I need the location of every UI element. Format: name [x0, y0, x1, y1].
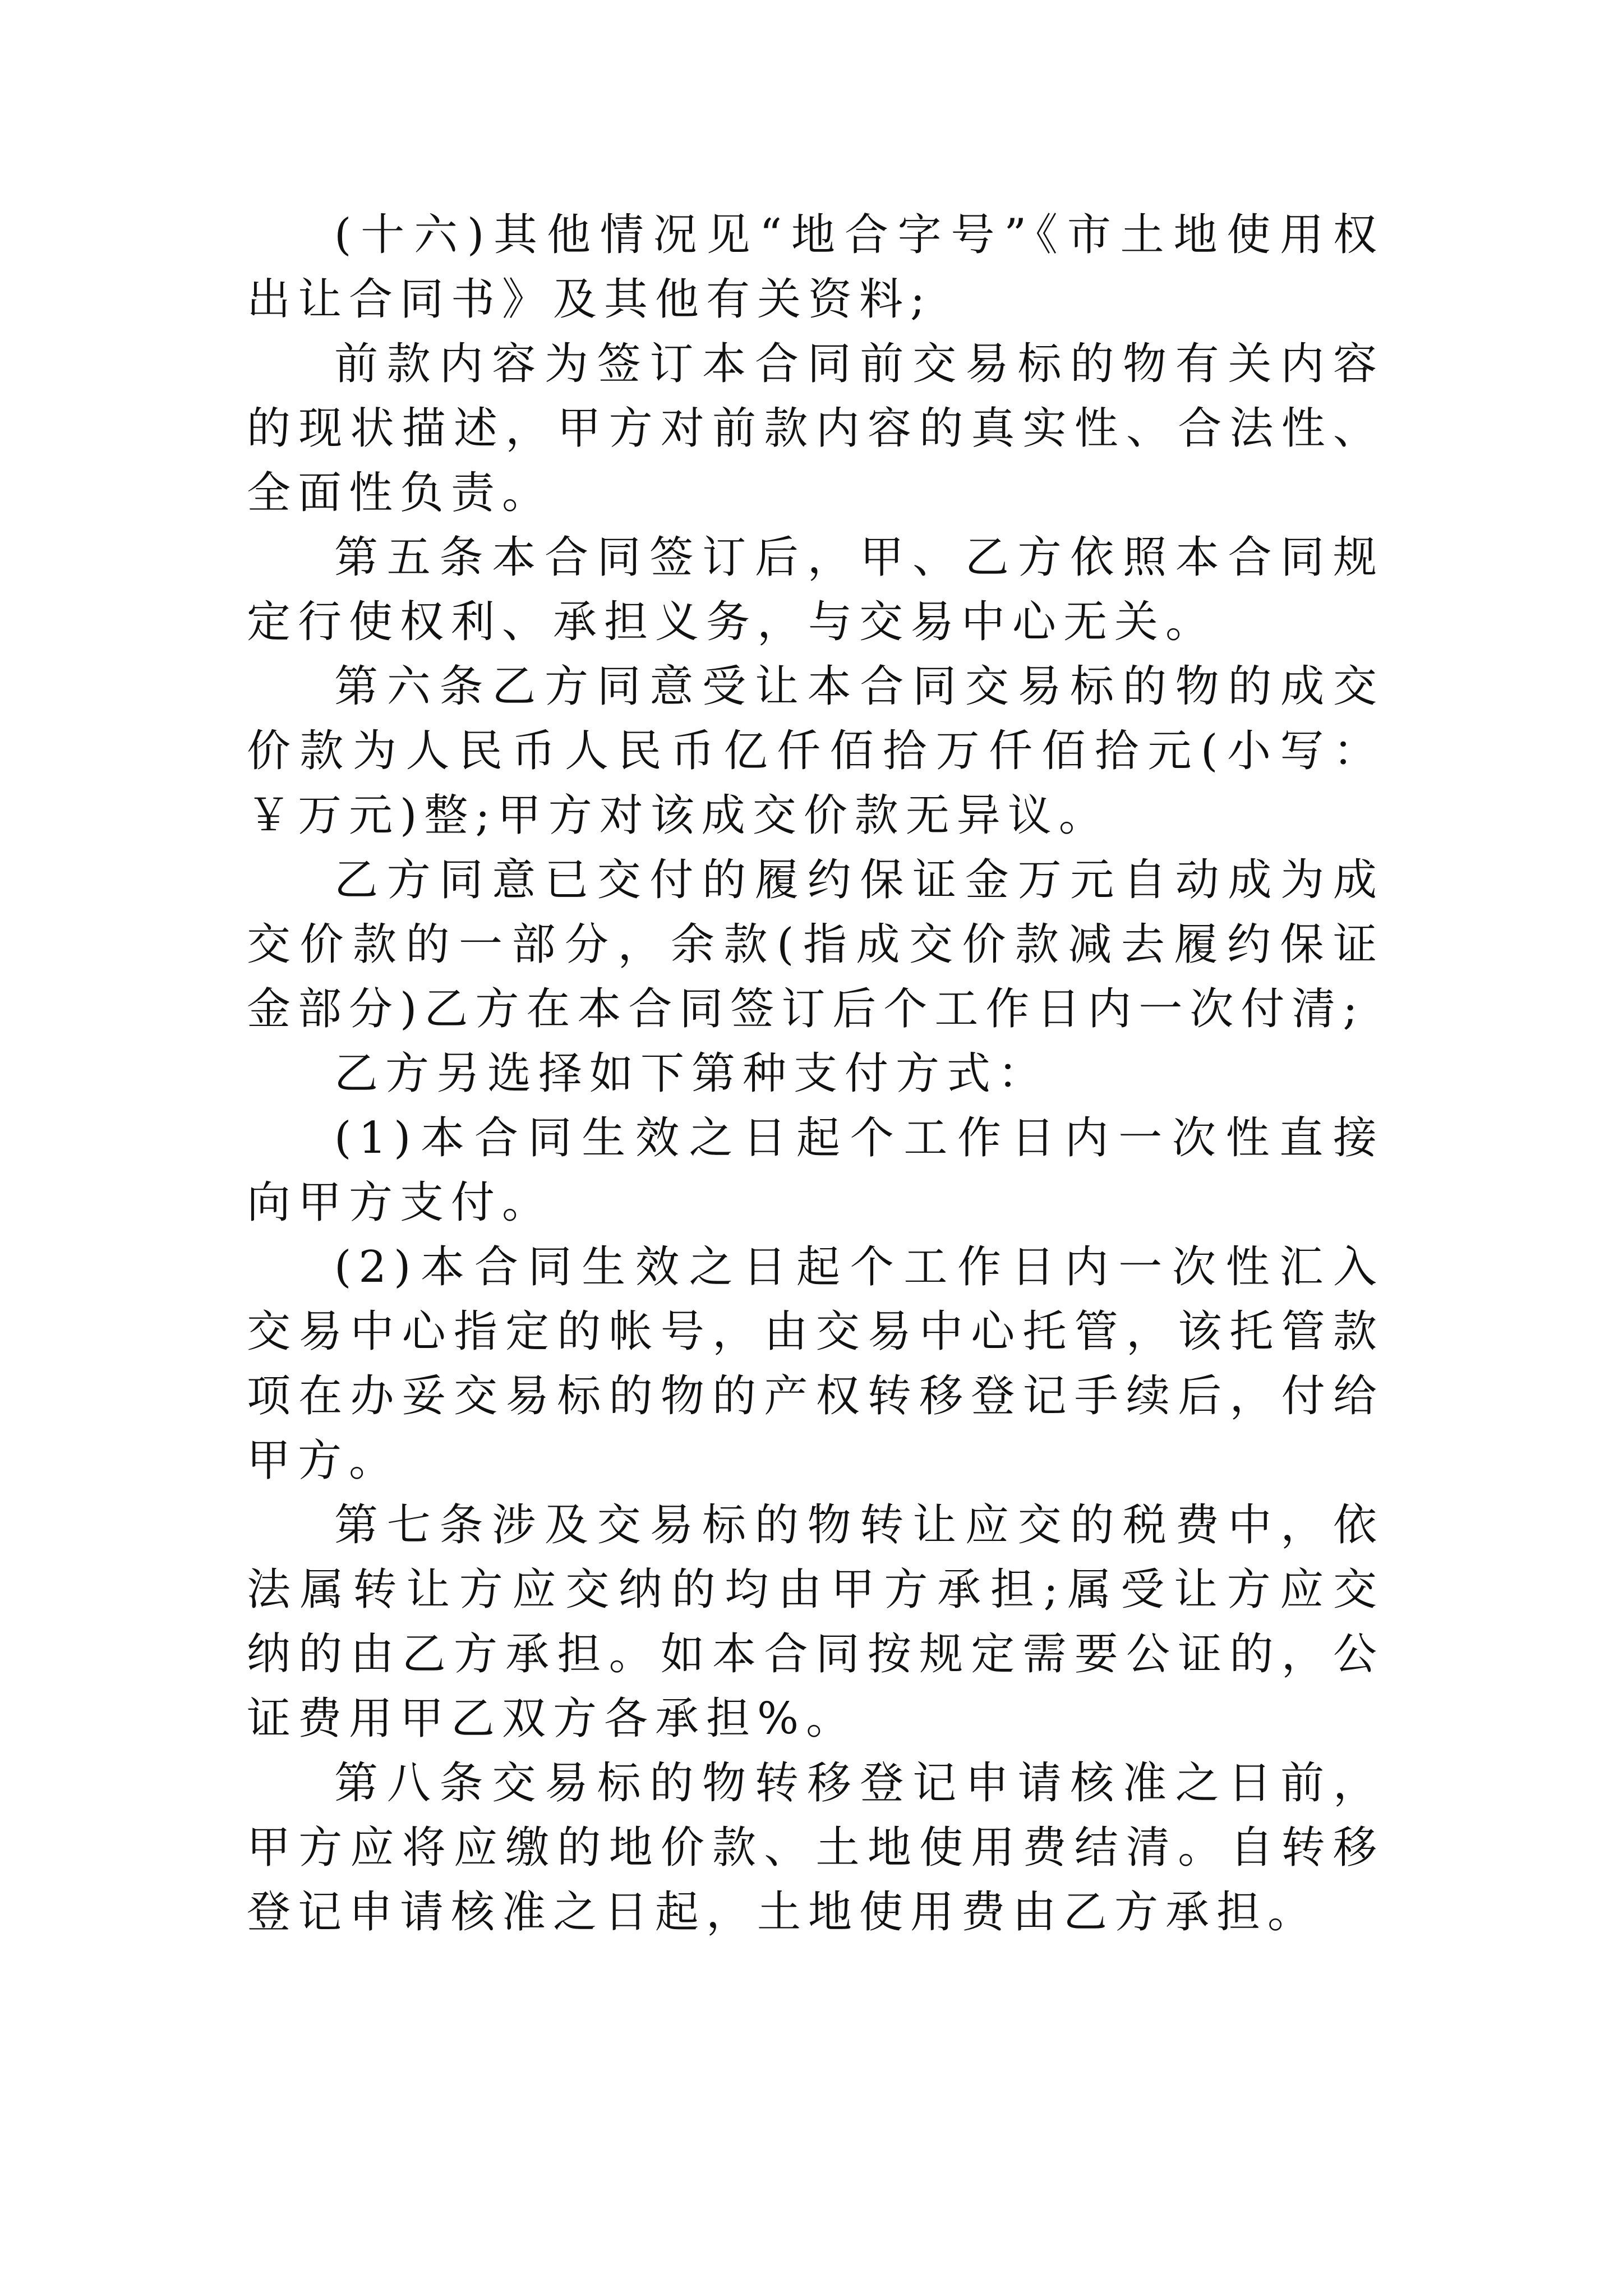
paragraph-8: (2)本合同生效之日起个工作日内一次性汇入交易中心指定的帐号，由交易中心托管，该托管款项在办妥交易标的物的产权转移登记手续后，付给甲方。: [247, 1242, 1384, 1486]
paragraph-4: 第六条乙方同意受让本合同交易标的物的成交价款为人民币人民币亿仟佰拾万仟佰拾元(小写：￥万元)整;甲方对该成交价款无异议。: [247, 661, 1384, 841]
paragraph-5: 乙方同意已交付的履约保证金万元自动成为成交价款的一部分，余款(指成交价款减去履约保证金部分)乙方在本合同签订后个工作日内一次付清;: [247, 855, 1384, 1034]
paragraph-10: 第八条交易标的物转移登记申请核准之日前，甲方应将应缴的地价款、土地使用费结清。自转移登记申请核准之日起，土地使用费由乙方承担。: [247, 1758, 1384, 1938]
paragraph-9: 第七条涉及交易标的物转让应交的税费中，依法属转让方应交纳的均由甲方承担;属受让方应交纳的由乙方承担。如本合同按规定需要公证的，公证费用甲乙双方各承担%。: [247, 1500, 1384, 1744]
paragraph-7: (1)本合同生效之日起个工作日内一次性直接向甲方支付。: [247, 1113, 1384, 1228]
paragraph-6: 乙方另选择如下第种支付方式：: [334, 1048, 1049, 1099]
paragraph-2: 前款内容为签订本合同前交易标的物有关内容的现状描述，甲方对前款内容的真实性、合法性、全面性负责。: [247, 339, 1384, 518]
paragraph-3: 第五条本合同签订后，甲、乙方依照本合同规定行使权利、承担义务，与交易中心无关。: [247, 532, 1384, 647]
document-body: [247, 203, 1384, 1945]
paragraph-1: (十六)其他情况见“地合字号”《市土地使用权出让合同书》及其他有关资料;: [247, 210, 1384, 325]
